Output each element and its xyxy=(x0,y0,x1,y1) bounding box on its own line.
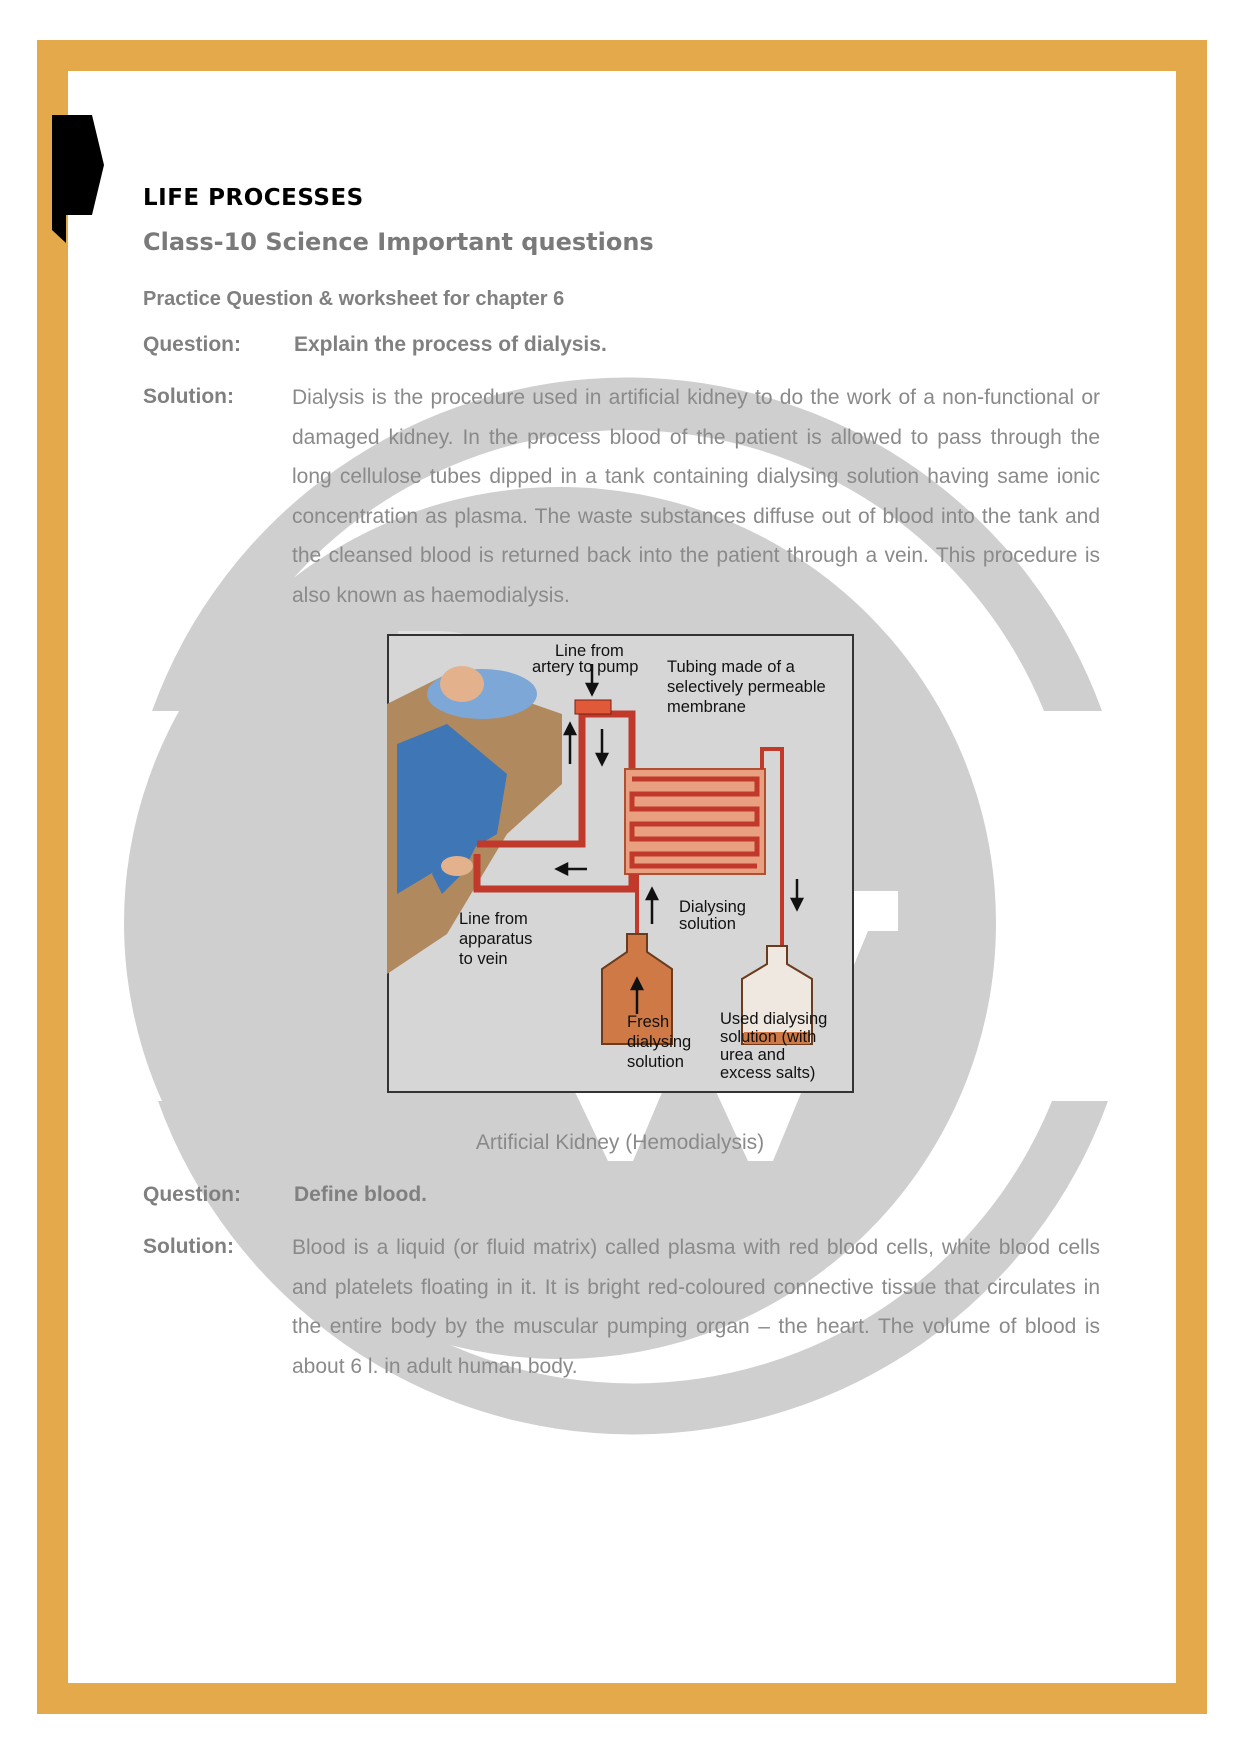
label-fresh-3: solution xyxy=(627,1053,684,1071)
solution-text: Blood is a liquid (or fluid matrix) called plasma with red blood cells, white blood cells and platelets floating in it. It is bright red-coloured connective tissue that circulates in the entire body by the muscular pumping organ – the heart. The volume of blood is about 6 l. in adult human body. xyxy=(292,1236,1100,1378)
pump xyxy=(575,700,611,714)
practice-heading: Practice Question & worksheet for chapter 6 xyxy=(143,288,565,310)
label-line-to-vein-2: apparatus xyxy=(459,930,533,948)
label-line-to-vein-1: Line from xyxy=(459,910,528,928)
label-used-1: Used dialysing xyxy=(720,1010,828,1028)
label-line-to-vein-3: to vein xyxy=(459,950,508,968)
figure-caption: Artificial Kidney (Hemodialysis) xyxy=(475,1131,765,1154)
page-subtitle: Class-10 Science Important questions xyxy=(143,228,654,256)
solution-label: Solution: xyxy=(143,1235,234,1258)
patient-hand xyxy=(441,856,473,876)
page-title: LIFE PROCESSES xyxy=(143,185,364,211)
question-label: Question: xyxy=(143,1183,241,1206)
label-tubing-1: Tubing made of a xyxy=(667,658,795,676)
dialysis-diagram xyxy=(387,634,854,1093)
label-dialysing-1: Dialysing xyxy=(679,898,746,916)
solution-text: Dialysis is the procedure used in artificial kidney to do the work of a non-functional or damaged kidney. In the process blood of the patient is allowed to pass through the long cellulose tubes dipped in a tank containing dialysing solution having same ionic concentration as plasma. The waste substances diffuse out of blood into the tank and the cleansed blood is returned back into the patient through a vein. This procedure is also known as haemodialysis. xyxy=(292,386,1100,607)
label-used-3: urea and xyxy=(720,1046,786,1064)
label-fresh-1: Fresh xyxy=(627,1013,670,1031)
label-used-2: solution (with xyxy=(720,1028,817,1046)
question-label: Question: xyxy=(143,333,241,356)
tubing-coil xyxy=(625,769,765,874)
patient-head xyxy=(440,666,484,702)
label-fresh-2: dialysing xyxy=(627,1033,692,1051)
question-text: Define blood. xyxy=(294,1183,427,1206)
label-tubing-3: membrane xyxy=(667,698,746,716)
label-used-4: excess salts) xyxy=(720,1064,816,1082)
label-dialysing-2: solution xyxy=(679,915,736,933)
solution-label: Solution: xyxy=(143,385,234,408)
label-line-from-artery-1: Line from xyxy=(555,642,624,660)
label-line-from-artery-2: artery to pump xyxy=(532,658,639,676)
question-text: Explain the process of dialysis. xyxy=(294,333,607,356)
label-tubing-2: selectively permeable xyxy=(667,678,826,696)
